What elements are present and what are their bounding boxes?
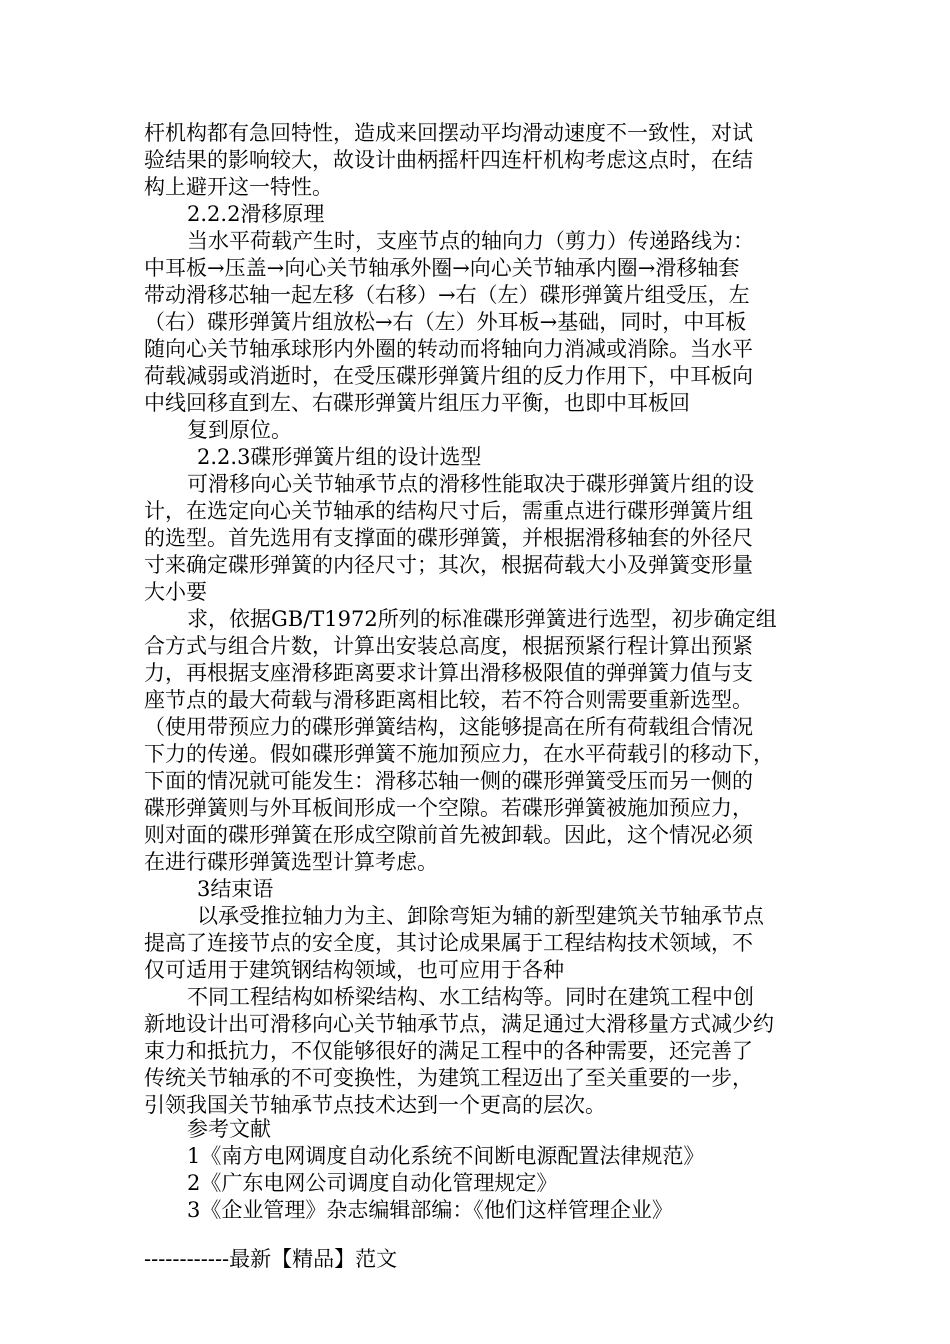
body-line: 计，在选定向心关节轴承的结构尺寸后，需重点进行碟形弹簧片组	[144, 499, 753, 523]
body-line: 当水平荷载产生时，支座节点的轴向力（剪力）传递路线为：	[187, 229, 754, 253]
body-line: 杆机构都有急回特性，造成来回摆动平均滑动速度不一致性，对试	[144, 121, 753, 145]
body-line: 碟形弹簧则与外耳板间形成一个空隙。若碟形弹簧被施加预应力，	[144, 796, 753, 820]
body-line: 传统关节轴承的不可变换性，为建筑工程迈出了至关重要的一步，	[144, 1066, 753, 1090]
body-line: 可滑移向心关节轴承节点的滑移性能取决于碟形弹簧片组的设	[187, 472, 754, 496]
reference-item: 2《广东电网公司调度自动化管理规定》	[187, 1171, 558, 1195]
body-line: 合方式与组合片数，计算出安装总高度，根据预紧行程计算出预紧	[144, 634, 753, 658]
body-line: 下面的情况就可能发生：滑移芯轴一侧的碟形弹簧受压而另一侧的	[144, 769, 753, 793]
body-line: 下力的传递。假如碟形弹簧不施加预应力，在水平荷载引的移动下，	[144, 742, 774, 766]
body-line: 中线回移直到左、右碟形弹簧片组压力平衡，也即中耳板回	[144, 391, 690, 415]
body-line: 束力和抵抗力，不仅能够很好的满足工程中的各种需要，还完善了	[144, 1039, 753, 1063]
section-heading: 2.2.2滑移原理	[187, 202, 325, 226]
body-line: 仅可适用于建筑钢结构领域，也可应用于各种	[144, 958, 564, 982]
reference-item: 1《南方电网调度自动化系统不间断电源配置法律规范》	[187, 1144, 705, 1168]
body-line: 复到原位。	[187, 418, 292, 442]
body-line: 构上避开这一特性。	[144, 175, 333, 199]
body-line: 的选型。首先选用有支撑面的碟形弹簧，并根据滑移轴套的外径尺	[144, 526, 753, 550]
body-line: 大小要	[144, 580, 207, 604]
body-line: 新地设计出可滑移向心关节轴承节点，满足通过大滑移量方式减少约	[144, 1012, 774, 1036]
body-line: 求，依据GB/T1972所列的标准碟形弹簧进行选型，初步确定组	[187, 607, 777, 631]
body-line: 则对面的碟形弹簧在形成空隙前首先被卸载。因此，这个情况必须	[144, 823, 753, 847]
body-line: 以承受推拉轴力为主、卸除弯矩为辅的新型建筑关节轴承节点	[197, 904, 764, 928]
body-line: 不同工程结构如桥梁结构、水工结构等。同时在建筑工程中创	[187, 985, 754, 1009]
section-heading: 3结束语	[197, 877, 274, 901]
body-line: 在进行碟形弹簧选型计算考虑。	[144, 850, 438, 874]
reference-item: 3《企业管理》杂志编辑部编：《他们这样管理企业》	[187, 1198, 673, 1222]
body-line: 提高了连接节点的安全度，其讨论成果属于工程结构技术领域，不	[144, 931, 753, 955]
body-line: 中耳板→压盖→向心关节轴承外圈→向心关节轴承内圈→滑移轴套	[144, 256, 740, 280]
body-line: 荷载减弱或消逝时，在受压碟形弹簧片组的反力作用下，中耳板向	[144, 364, 753, 388]
page-footer: ------------最新【精品】范文	[144, 1247, 398, 1271]
body-line: 寸来确定碟形弹簧的内径尺寸；其次，根据荷载大小及弹簧变形量	[144, 553, 753, 577]
body-line: （使用带预应力的碟形弹簧结构，这能够提高在所有荷载组合情况	[144, 715, 753, 739]
body-line: 随向心关节轴承球形内外圈的转动而将轴向力消减或消除。当水平	[144, 337, 753, 361]
body-line: 带动滑移芯轴一起左移（右移）→右（左）碟形弹簧片组受压，左	[144, 283, 750, 307]
body-line: （右）碟形弹簧片组放松→右（左）外耳板→基础，同时，中耳板	[144, 310, 747, 334]
body-line: 座节点的最大荷载与滑移距离相比较，若不符合则需要重新选型。	[144, 688, 753, 712]
references-heading: 参考文献	[187, 1117, 271, 1141]
body-line: 引领我国关节轴承节点技术达到一个更高的层次。	[144, 1093, 606, 1117]
body-line: 验结果的影响较大，故设计曲柄摇杆四连杆机构考虑这点时，在结	[144, 148, 753, 172]
body-line: 力，再根据支座滑移距离要求计算出滑移极限值的弹弹簧力值与支	[144, 661, 753, 685]
section-heading: 2.2.3碟形弹簧片组的设计选型	[197, 445, 482, 469]
